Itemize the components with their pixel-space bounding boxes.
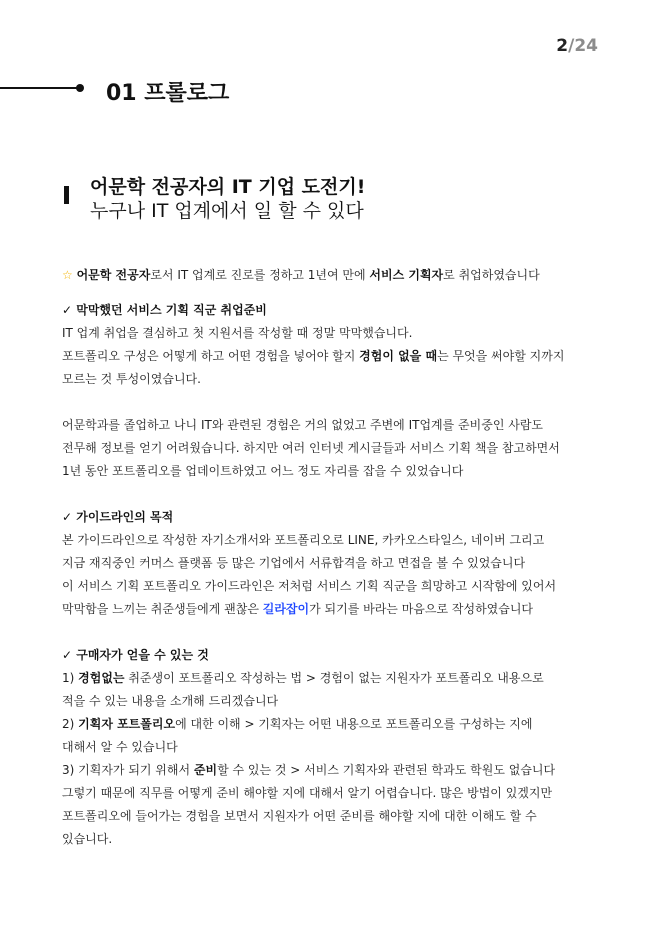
s2-line: 지금 재직중인 커머스 플랫폼 등 많은 기업에서 서류합격을 하고 면접을 볼 수 있었습니다 [62, 556, 526, 570]
s3-item-3-cont: 있습니다. [62, 832, 113, 846]
s1-heading-text: 막막했던 서비스 기획 직군 취업준비 [76, 303, 267, 317]
s1-line: 포트폴리오 구성은 어떻게 하고 어떤 경험을 넣어야 할지 경험이 없을 때는 무엇을 써야할 지까지 [62, 349, 565, 363]
page-total: 24 [574, 36, 598, 56]
headline-sub: 누구나 IT 업계에서 일 할 수 있다 [90, 200, 364, 222]
s1-para2-line: 어문학과를 졸업하고 나니 IT와 관련된 경험은 거의 없었고 주변에 IT업계를 준비중인 사람도 [62, 418, 544, 432]
s3-heading [62, 644, 610, 667]
highlight-guide: 길라잡이 [262, 602, 310, 616]
s3-item-3: 3) 기획자가 되기 위해서 준비할 수 있는 것 > 서비스 기획자와 관련된 학과도 학원도 없습니다 [62, 763, 556, 777]
headline-main: 어문학 전공자의 IT 기업 도전기! [90, 176, 366, 198]
s3-heading-text: 구매자가 얻을 수 있는 것 [76, 648, 209, 662]
section-line [0, 87, 78, 89]
intro-text-end: 로 취업하였습니다 [443, 268, 540, 282]
section-dot [76, 84, 84, 92]
page-current: 2 [556, 36, 569, 56]
page-number [556, 36, 598, 56]
s2-line: 본 가이드라인으로 작성한 자기소개서와 포트폴리오로 LINE, 카카오스타일스, 네이버 그리고 [62, 533, 545, 547]
s3-item-1-cont: 적을 수 있는 내용을 소개해 드리겠습니다 [62, 694, 279, 708]
s3-item-3-cont: 그렇기 때문에 직무를 어떻게 준비 해야할 지에 대해서 알기 어렵습니다. 많은 방법이 있겠지만 [62, 786, 553, 800]
intro-text: 로서 IT 업계로 진로를 정하고 1년여 만에 [150, 268, 370, 282]
s1-para2-line: 전무해 정보를 얻기 어려웠습니다. 하지만 여러 인터넷 게시글들과 서비스 기획 책을 참고하면서 [62, 441, 560, 455]
s2-heading-text: 가이드라인의 목적 [76, 510, 174, 524]
s3-item-1: 1) 경험없는 취준생이 포트폴리오 작성하는 법 > 경험이 없는 지원자가 포트폴리오 내용으로 [62, 671, 544, 685]
headline-bar [64, 186, 69, 204]
s1-line: IT 업계 취업을 결심하고 첫 지원서를 작성할 때 정말 막막했습니다. [62, 326, 413, 340]
check-icon: ✓ [62, 510, 73, 524]
s2-line: 막막함을 느끼는 취준생들에게 괜찮은 길라잡이가 되기를 바라는 마음으로 작성하였습니다 [62, 602, 534, 616]
content-body [62, 264, 610, 851]
s3-item-2-cont: 대해서 알 수 있습니다 [62, 740, 178, 754]
s2-line: 이 서비스 기획 포트폴리오 가이드라인은 저처럼 서비스 기획 직군을 희망하고 시작함에 있어서 [62, 579, 557, 593]
s1-para2-line: 1년 동안 포트폴리오를 업데이트하였고 어느 정도 자리를 잡을 수 있었습니다 [62, 464, 464, 478]
check-icon: ✓ [62, 648, 73, 662]
star-icon: ☆ [62, 268, 73, 282]
check-icon: ✓ [62, 303, 73, 317]
section-title: 01 프롤로그 [106, 81, 230, 106]
intro-bold-role: 서비스 기획자 [369, 268, 444, 282]
s3-item-3-cont: 포트폴리오에 들어가는 경험을 보면서 지원자가 어떤 준비를 해야할 지에 대한 이해도 할 수 [62, 809, 537, 823]
s1-heading [62, 299, 610, 322]
page-separator: / [568, 36, 575, 56]
s3-item-2: 2) 기획자 포트폴리오에 대한 이해 > 기획자는 어떤 내용으로 포트폴리오를 구성하는 지에 [62, 717, 533, 731]
intro-bold-major: 어문학 전공자 [76, 268, 151, 282]
s2-heading [62, 506, 610, 529]
s1-line: 모르는 것 투성이였습니다. [62, 372, 201, 386]
intro-line [62, 264, 610, 287]
